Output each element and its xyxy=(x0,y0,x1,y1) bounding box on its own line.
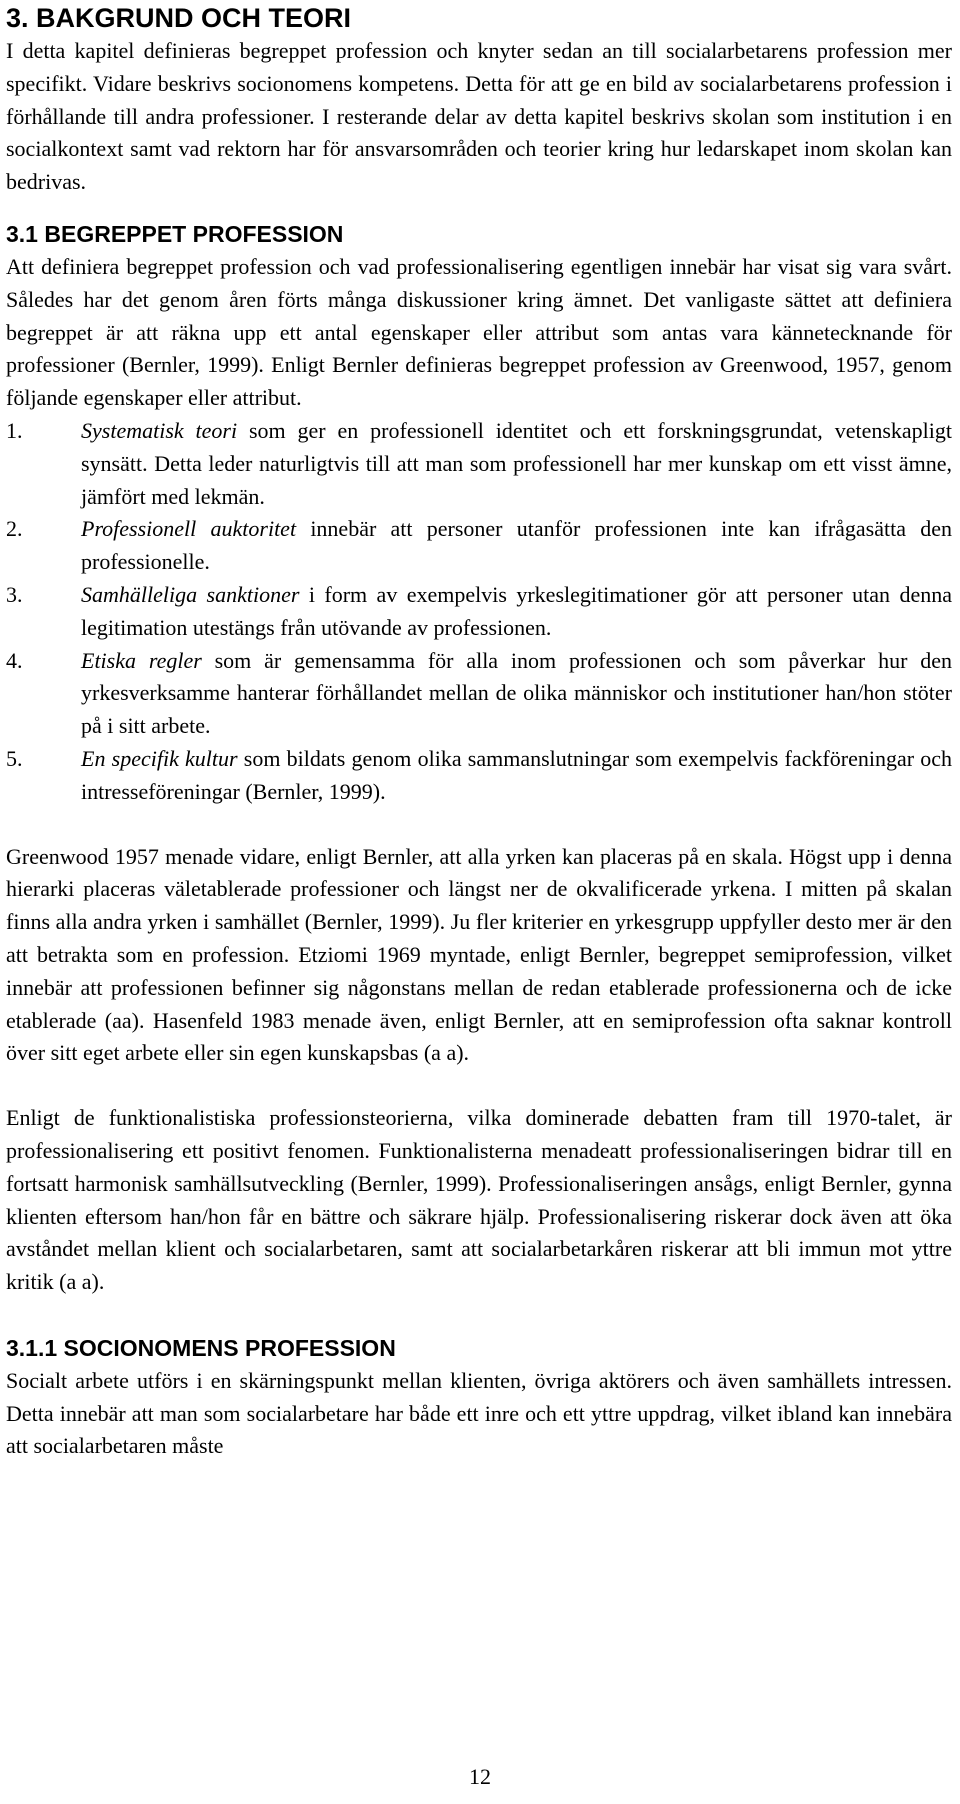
chapter-heading: 3. BAKGRUND OCH TEORI xyxy=(6,3,352,33)
list-text: i form av exempelvis yrkeslegitimationer gör att personer utan denna legitimation utestängs från utövande av professionen. xyxy=(81,581,952,640)
section-heading-3-1: 3.1 BEGREPPET PROFESSION xyxy=(6,220,344,247)
list-number: 3. xyxy=(6,581,23,607)
list-term: Samhälleliga sanktioner xyxy=(81,581,300,607)
spacer xyxy=(6,199,952,217)
list-number: 5. xyxy=(6,745,23,771)
section-3-1-paragraph-3: Enligt de funktionalistiska professionsteorierna, vilka dominerade debatten fram till 1970-talet, är professionalisering ett positivt fenomen. Funktionalisterna menadeatt professionaliseringen bidrar till en fortsatt harmonisk samhällsutveckling (Bernler, 1999). Professionaliseringen ansågs, enligt Bernler, gynna klienten eftersom han/hon får en bättre och säkrare hjälp. Professionalisering riskerar dock även att öka avståndet mellan klient och socialarbetaren, samt att socialarbetarkåren riskerar att bli immun mot yttre kritik (a a). xyxy=(6,1105,952,1295)
chapter-intro: I detta kapitel definieras begreppet profession och knyter sedan an till socialarbetarens profession mer specifikt. Vidare beskrivs socionomens kompetens. Detta för att ge en bild av socialarbetarens profession i förhållande till andra professioner. I resterande delar av detta kapitel beskrivs skolan som institution i en socialkontext samt vad rektorn har för ansvarsområden och teorier kring hur ledarskapet inom skolan kan bedrivas. xyxy=(6,38,952,195)
spacer xyxy=(6,1070,952,1102)
list-text: innebär att personer utanför professionen inte kan ifrågasätta den professionelle. xyxy=(81,516,953,575)
list-number: 4. xyxy=(6,647,23,673)
list-item xyxy=(6,513,952,579)
list-number: 2. xyxy=(6,516,23,542)
profession-attribute-list xyxy=(6,415,952,809)
section-3-1-paragraph: Att definiera begreppet profession och vad professionalisering egentligen innebär har visat sig vara svårt. Således har det genom åren förts många diskussioner kring ämnet. Det vanligaste sättet att definiera begreppet är att räkna upp ett antal egenskaper eller attribut som antas vara kännetecknande för professioner (Bernler, 1999). Enligt Bernler definieras begreppet profession av Greenwood, 1957, genom följande egenskaper eller attribut. xyxy=(6,253,952,411)
list-text: som bildats genom olika sammanslutningar som exempelvis fackföreningar och intresseföreningar (Bernler, 1999). xyxy=(81,745,952,804)
list-item xyxy=(6,743,952,809)
list-term: En specifik kultur xyxy=(81,745,238,771)
spacer xyxy=(6,1299,952,1331)
list-item xyxy=(6,579,952,645)
list-term: Professionell auktoritet xyxy=(81,516,297,542)
list-text: som är gemensamma för alla inom professionen och som påverkar hur den yrkesverksamme hanterar förhållandet mellan de olika människor och institutioner han/hon stöter på i sitt arbete. xyxy=(81,647,953,739)
list-term: Etiska regler xyxy=(81,647,202,673)
section-3-1-1-paragraph: Socialt arbete utförs i en skärningspunkt mellan klienten, övriga aktörers och även samhällets intressen. Detta innebär att man som socialarbetare har både ett inre och ett yttre uppdrag, vilket ibland kan innebära att socialarbetaren måste xyxy=(6,1367,952,1459)
section-3-1-paragraph-2: Greenwood 1957 menade vidare, enligt Bernler, att alla yrken kan placeras på en skala. Högst upp i denna hierarki placeras väletablerade professioner och längst ner de okvalificerade yrkena. I mitten på skalan finns alla andra yrken i samhället (Bernler, 1999). Ju fler kriterier en yrkesgrupp uppfyller desto mer är den att betrakta som en profession. Etziomi 1969 myntade, enligt Bernler, begreppet semiprofession, vilket innebär att professionen befinner sig någonstans mellan de redan etablerade professionerna och de icke etablerade (aa). Hasenfeld 1983 menade även, enligt Bernler, att en semiprofession ofta saknar kontroll över sitt eget arbete eller sin egen kunskapsbas (a a). xyxy=(6,843,952,1066)
list-number: 1. xyxy=(6,417,23,443)
list-item xyxy=(6,415,952,513)
section-heading-3-1-1: 3.1.1 SOCIONOMENS PROFESSION xyxy=(6,1334,396,1361)
page-number: 12 xyxy=(469,1764,491,1789)
list-text: som ger en professionell identitet och ett forskningsgrundat, vetenskapligt synsätt. Detta leder naturligtvis till att man som professionell har mer kunskap om ett visst ämne, jämfört med lekmän. xyxy=(81,417,952,509)
spacer xyxy=(6,809,952,841)
list-item xyxy=(6,645,952,743)
list-term: Systematisk teori xyxy=(81,417,238,443)
